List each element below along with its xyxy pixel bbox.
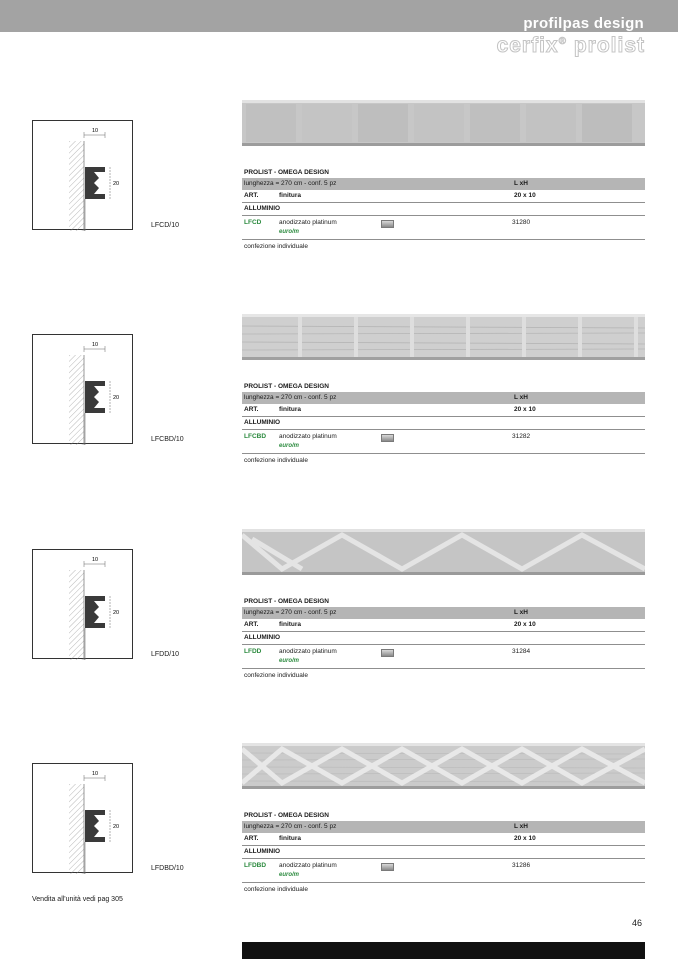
table-row	[242, 216, 645, 240]
dim-width-label: 10	[92, 771, 99, 777]
lxh-header: L xH	[514, 180, 528, 187]
finish-swatch	[381, 649, 394, 657]
spec-length-bar	[242, 607, 645, 619]
size-value: 20 x 10	[514, 406, 536, 413]
spec-table	[242, 597, 645, 683]
finish-header: finitura	[279, 406, 302, 413]
spec-length-bar	[242, 392, 645, 404]
item-finish: anodizzato platinum	[279, 433, 337, 440]
finish-swatch	[381, 220, 394, 228]
profile-section-shape	[85, 596, 105, 628]
spec-header-row	[242, 190, 645, 203]
length-info: lunghezza = 270 cm - conf. 5 pz	[244, 609, 337, 616]
length-info: lunghezza = 270 cm - conf. 5 pz	[244, 823, 337, 830]
brand-subtitle	[497, 34, 645, 58]
footer-bar	[242, 942, 645, 959]
item-unit: euro/m	[279, 229, 300, 235]
registered-mark: ®	[558, 36, 567, 47]
item-finish: anodizzato platinum	[279, 862, 337, 869]
packaging-note: confezione individuale	[244, 672, 308, 679]
finish-swatch	[381, 434, 394, 442]
profile-code-label: LFDBD/10	[151, 865, 184, 872]
profile-code-label: LFDD/10	[151, 651, 180, 658]
spec-title: PROLIST - OMEGA DESIGN	[244, 383, 329, 390]
art-header: ART.	[244, 406, 259, 413]
product-photo	[242, 743, 645, 789]
item-number: 31286	[512, 862, 531, 869]
wall-hatch	[69, 784, 84, 874]
spec-length-bar	[242, 178, 645, 190]
spec-title: PROLIST - OMEGA DESIGN	[244, 812, 329, 819]
profile-section-shape	[85, 167, 105, 199]
footer-note: Vendita all'unità vedi pag 305	[32, 896, 123, 903]
item-unit: euro/m	[279, 658, 300, 664]
length-info: lunghezza = 270 cm - conf. 5 pz	[244, 180, 337, 187]
table-row	[242, 645, 645, 669]
item-code: LFCD	[244, 219, 262, 226]
profile-section-shape	[85, 810, 105, 842]
product-photo	[242, 529, 645, 575]
profile-code-label: LFCD/10	[151, 222, 180, 229]
lxh-header: L xH	[514, 394, 528, 401]
size-value: 20 x 10	[514, 621, 536, 628]
finish-header: finitura	[279, 192, 302, 199]
item-finish: anodizzato platinum	[279, 648, 337, 655]
item-code: LFCBD	[244, 433, 267, 440]
profile-diagram	[32, 334, 133, 444]
art-header: ART.	[244, 835, 259, 842]
profile-section-shape	[85, 381, 105, 413]
lxh-header: L xH	[514, 823, 528, 830]
brand-subtitle-main: cerfix	[496, 34, 559, 57]
packaging-note: confezione individuale	[244, 243, 308, 250]
item-number: 31284	[512, 648, 531, 655]
spec-table	[242, 168, 645, 254]
item-number: 31280	[512, 219, 531, 226]
size-value: 20 x 10	[514, 192, 536, 199]
art-header: ART.	[244, 621, 259, 628]
item-code: LFDD	[244, 648, 262, 655]
spec-length-bar	[242, 821, 645, 833]
profile-diagram	[32, 120, 133, 230]
packaging-note: confezione individuale	[244, 886, 308, 893]
dim-height-label: 20	[113, 181, 120, 187]
finish-swatch	[381, 863, 394, 871]
page-number: 46	[632, 918, 643, 928]
dim-width-label: 10	[92, 557, 99, 563]
profile-diagram	[32, 763, 133, 873]
profile-code-label: LFCBD/10	[151, 436, 184, 443]
item-number: 31282	[512, 433, 531, 440]
product-section	[0, 314, 678, 514]
material-row: ALLUMINIO	[242, 203, 645, 216]
table-row	[242, 859, 645, 883]
table-row	[242, 430, 645, 454]
size-value: 20 x 10	[514, 835, 536, 842]
spec-header-row	[242, 404, 645, 417]
finish-header: finitura	[279, 621, 302, 628]
spec-table	[242, 382, 645, 468]
wall-hatch	[69, 355, 84, 445]
material-row: ALLUMINIO	[242, 632, 645, 645]
brand-title: profilpas design	[523, 15, 644, 32]
wall-hatch	[69, 570, 84, 660]
dim-height-label: 20	[113, 395, 120, 401]
product-section	[0, 529, 678, 729]
finish-header: finitura	[279, 835, 302, 842]
spec-table	[242, 811, 645, 897]
dim-height-label: 20	[113, 610, 120, 616]
product-photo	[242, 100, 645, 146]
item-unit: euro/m	[279, 443, 300, 449]
lxh-header: L xH	[514, 609, 528, 616]
item-finish: anodizzato platinum	[279, 219, 337, 226]
material-row: ALLUMINIO	[242, 417, 645, 430]
material-row: ALLUMINIO	[242, 846, 645, 859]
profile-diagram	[32, 549, 133, 659]
spec-title: PROLIST - OMEGA DESIGN	[244, 169, 329, 176]
spec-header-row	[242, 833, 645, 846]
dim-width-label: 10	[92, 128, 99, 134]
item-unit: euro/m	[279, 872, 300, 878]
product-section	[0, 743, 678, 943]
item-code: LFDBD	[244, 862, 267, 869]
dim-height-label: 20	[113, 824, 120, 830]
product-photo	[242, 314, 645, 360]
wall-hatch	[69, 141, 84, 231]
packaging-note: confezione individuale	[244, 457, 308, 464]
brand-subtitle-rest: prolist	[566, 34, 645, 57]
spec-title: PROLIST - OMEGA DESIGN	[244, 598, 329, 605]
spec-header-row	[242, 619, 645, 632]
art-header: ART.	[244, 192, 259, 199]
product-section	[0, 100, 678, 300]
length-info: lunghezza = 270 cm - conf. 5 pz	[244, 394, 337, 401]
dim-width-label: 10	[92, 342, 99, 348]
